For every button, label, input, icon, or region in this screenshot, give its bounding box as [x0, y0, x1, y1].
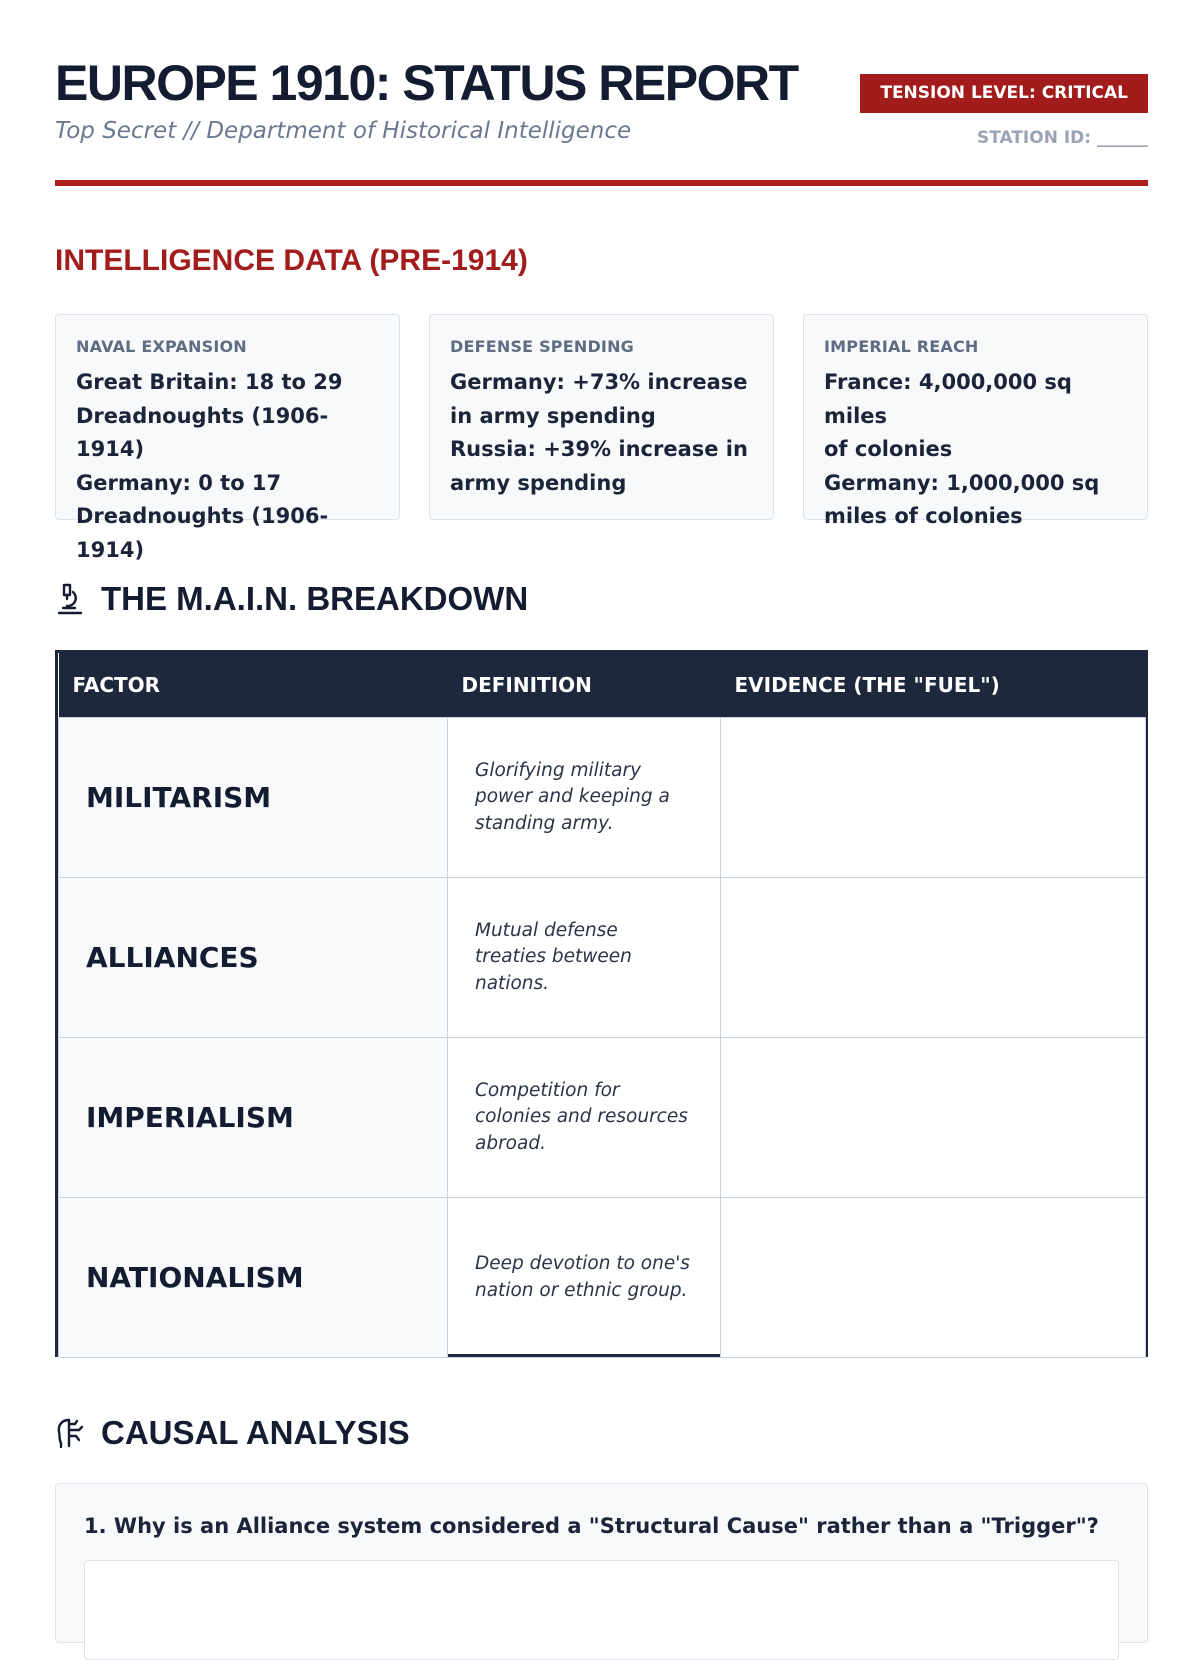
question-1-answer-field[interactable]	[84, 1560, 1119, 1660]
factor-cell: NATIONALISM	[59, 1198, 448, 1358]
column-header-definition: DEFINITION	[461, 673, 592, 697]
card-text: Dreadnoughts (1906-1914)	[76, 403, 329, 461]
card-text: Germany: +73% increase	[450, 370, 748, 394]
definition-cell	[448, 1198, 721, 1358]
intel-card-imperial	[803, 314, 1148, 528]
card-text: Dreadnoughts (1906-1914)	[76, 504, 329, 562]
table-row	[59, 878, 1146, 1038]
definition-cell	[448, 718, 721, 878]
main-breakdown-heading	[55, 580, 528, 618]
column-header-evidence: EVIDENCE (THE "FUEL")	[734, 673, 1000, 697]
evidence-input-cell[interactable]	[721, 1038, 1146, 1198]
card-text: army spending	[450, 470, 627, 495]
causal-question-card	[55, 1483, 1148, 1643]
card-text: of colonies	[824, 437, 953, 461]
factor-cell: MILITARISM	[59, 718, 448, 878]
evidence-input-cell[interactable]	[721, 878, 1146, 1038]
section-title: THE M.A.I.N. BREAKDOWN	[101, 580, 529, 617]
definition-cell	[448, 878, 721, 1038]
table-row	[59, 1198, 1146, 1358]
card-text: miles of colonies	[824, 504, 1023, 528]
microscope-icon	[55, 582, 85, 616]
card-text: Germany: 1,000,000 sq	[824, 470, 1100, 495]
card-label: NAVAL EXPANSION	[76, 337, 247, 356]
evidence-input-cell[interactable]	[721, 1198, 1146, 1358]
evidence-input-cell[interactable]	[721, 718, 1146, 878]
definition-line: nations.	[475, 972, 550, 994]
intelligence-heading: INTELLIGENCE DATA (PRE-1914)	[55, 244, 528, 277]
definition-line: power and keeping a	[475, 786, 670, 808]
card-text: in army spending	[450, 403, 656, 428]
table-row	[59, 1038, 1146, 1198]
report-header	[55, 0, 1148, 188]
station-id-field[interactable]: STATION ID: ______	[976, 128, 1148, 148]
factor-cell: IMPERIALISM	[59, 1038, 448, 1198]
causal-analysis-heading	[55, 1414, 410, 1452]
column-header-factor: FACTOR	[72, 673, 161, 697]
brain-icon	[55, 1416, 85, 1450]
worksheet-page	[55, 0, 1148, 1538]
question-1-text: 1. Why is an Alliance system considered a "Structural Cause" rather than a "Trigger"?	[84, 1514, 1099, 1538]
header-divider	[55, 180, 1148, 186]
definition-line: colonies and resources	[475, 1106, 688, 1128]
page-title: EUROPE 1910: STATUS REPORT	[55, 55, 798, 111]
tension-level-badge: TENSION LEVEL: CRITICAL	[860, 74, 1148, 113]
main-breakdown-table	[55, 650, 1148, 1357]
card-text: France: 4,000,000 sq miles	[824, 370, 1072, 428]
definition-line: standing army.	[475, 812, 614, 834]
page-subtitle: Top Secret // Department of Historical Intelligence	[55, 118, 632, 144]
intel-cards	[55, 314, 1148, 562]
section-title: CAUSAL ANALYSIS	[101, 1414, 410, 1451]
definition-line: Mutual defense	[475, 919, 618, 941]
intel-card-naval	[55, 314, 400, 562]
definition-cell	[448, 1038, 721, 1198]
table-row	[59, 718, 1146, 878]
definition-line: treaties between	[475, 946, 632, 968]
definition-line: Glorifying military	[475, 759, 642, 781]
intel-card-defense	[429, 314, 774, 520]
definition-line: Deep devotion to one's	[475, 1253, 690, 1274]
card-label: DEFENSE SPENDING	[450, 337, 635, 356]
definition-line: nation or ethnic group.	[475, 1279, 688, 1301]
factor-cell: ALLIANCES	[59, 878, 448, 1038]
table-header-row	[59, 653, 1146, 718]
card-text: Russia: +39% increase in	[450, 437, 748, 461]
definition-line: abroad.	[475, 1132, 546, 1154]
card-text: Germany: 0 to 17	[76, 470, 282, 495]
card-label: IMPERIAL REACH	[824, 337, 979, 356]
card-text: Great Britain: 18 to 29	[76, 370, 343, 394]
definition-line: Competition for	[475, 1079, 620, 1101]
